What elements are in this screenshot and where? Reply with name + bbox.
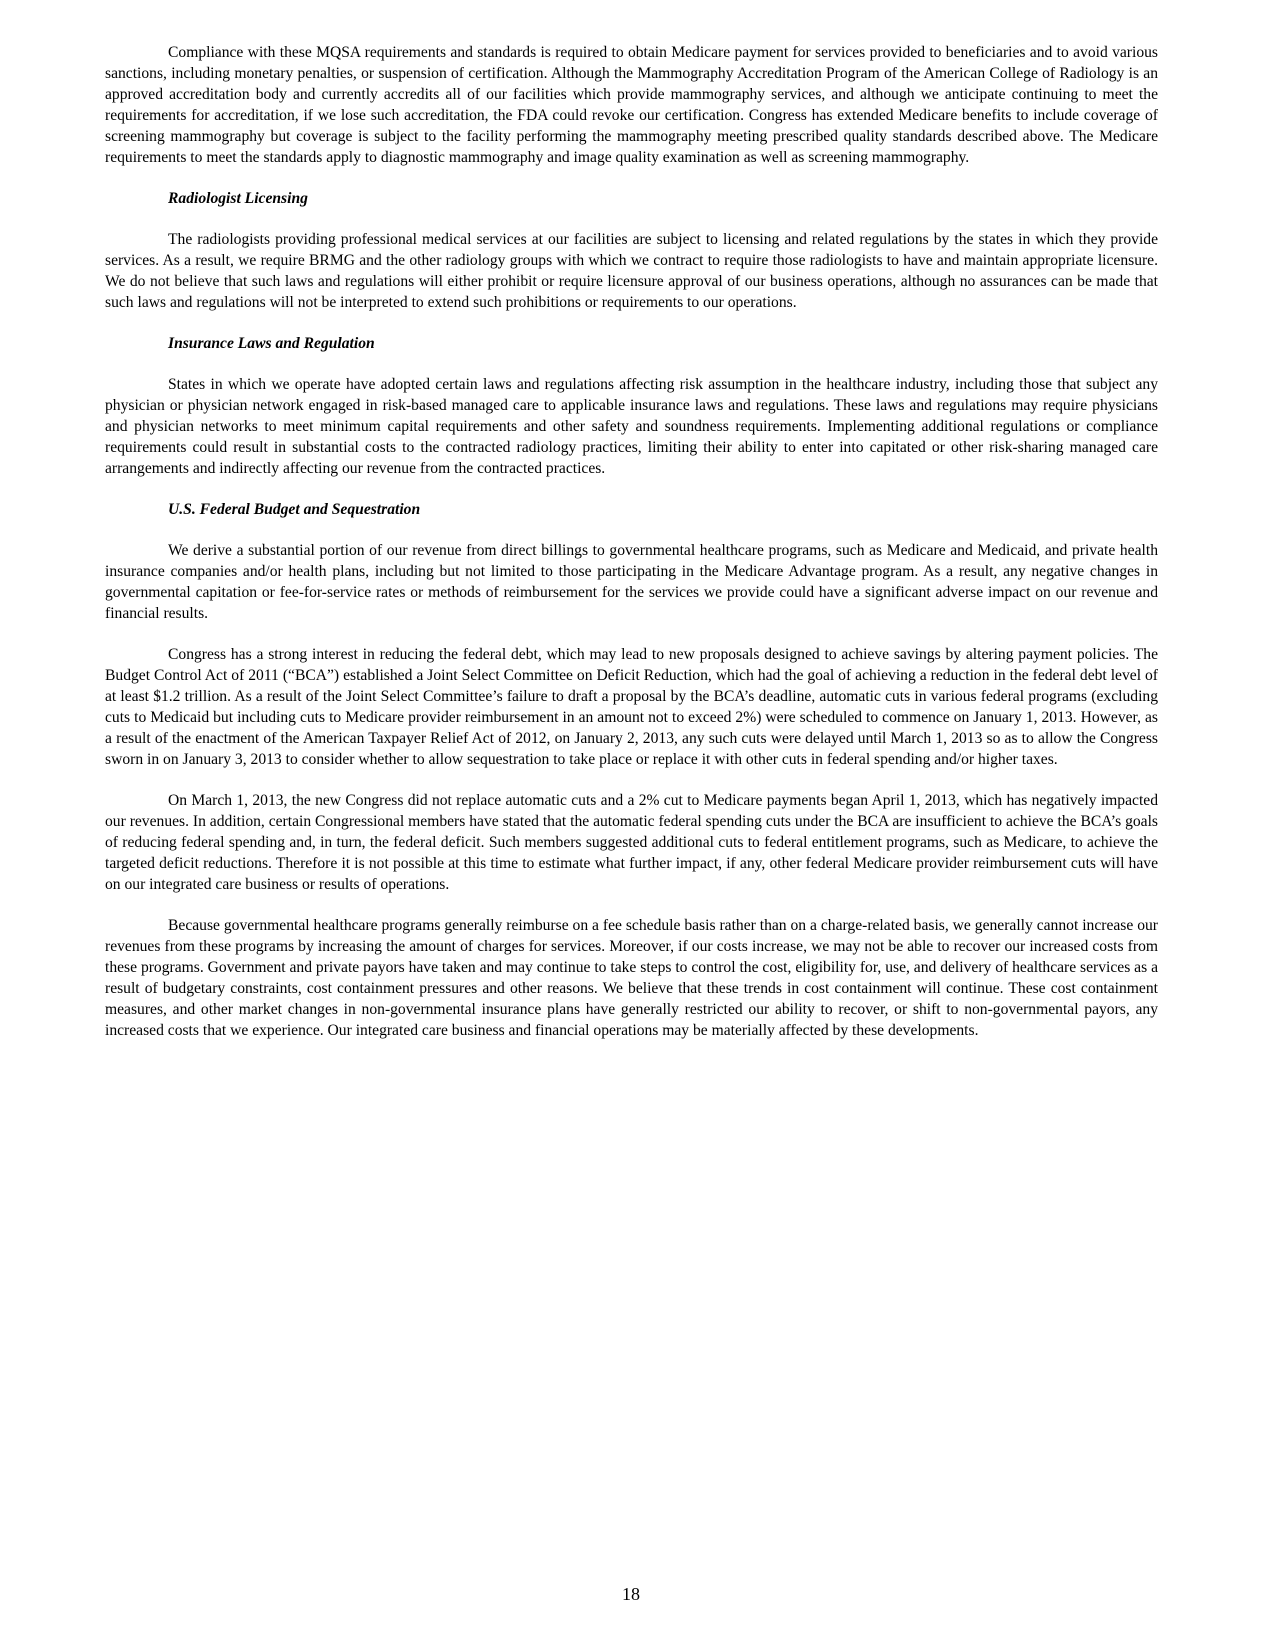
heading-radiologist-licensing: Radiologist Licensing [168,190,308,207]
paragraph-budget-control-act: Congress has a strong interest in reducing the federal debt, which may lead to new proposals designed to achieve savings by altering payment policies. The Budget Control Act of 2011 (“BCA”) established a Joint Select Committee on Deficit Reduction, which had the goal of achieving a reduction in the federal debt level of at least $1.2 trillion. As a result of the Joint Select Committee’s failure to draft a proposal by the BCA’s deadline, automatic cuts in various federal programs (excluding cuts to Medicaid but including cuts to Medicare provider reimbursement in an amount not to exceed 2%) were scheduled to commence on January 1, 2013. However, as a result of the enactment of the American Taxpayer Relief Act of 2012, on January 2, 2013, any such cuts were delayed until March 1, 2013 so as to allow the Congress sworn in on January 3, 2013 to consider whether to allow sequestration to take place or replace it with other cuts in federal spending and/or higher taxes. [105,646,1158,768]
paragraph-revenue-sources: We derive a substantial portion of our revenue from direct billings to governmental healthcare programs, such as Medicare and Medicaid, and private health insurance companies and/or health plans, including but not limited to those participating in the Medicare Advantage program. As a result, any negative changes in governmental capitation or fee-for-service rates or methods of reimbursement for the services we provide could have a significant adverse impact on our revenue and financial results. [105,542,1158,622]
paragraph-cost-containment: Because governmental healthcare programs generally reimburse on a fee schedule basis rather than on a charge-related basis, we generally cannot increase our revenues from these programs by increasing the amount of charges for services. Moreover, if our costs increase, we may not be able to recover our increased costs from these programs. Government and private payors have taken and may continue to take steps to control the cost, eligibility for, use, and delivery of healthcare services as a result of budgetary constraints, cost containment pressures and other reasons. We believe that these trends in cost containment will continue. These cost containment measures, and other market changes in non-governmental insurance plans have generally restricted our ability to recover, or shift to non-governmental payors, any increased costs that we experience. Our integrated care business and financial operations may be materially affected by these developments. [105,917,1158,1039]
heading-federal-budget: U.S. Federal Budget and Sequestration [168,501,421,518]
paragraph-radiologist-licensing: The radiologists providing professional medical services at our facilities are subject to licensing and related regulations by the states in which they provide services. As a result, we require BRMG and the other radiology groups with which we contract to require those radiologists to have and maintain appropriate licensure. We do not believe that such laws and regulations will either prohibit or require licensure approval of our business operations, although no assurances can be made that such laws and regulations will not be interpreted to extend such prohibitions or requirements to our operations. [105,231,1158,311]
document-page [105,42,1158,1061]
page-number: 18 [622,1584,640,1604]
paragraph-medicare-cuts: On March 1, 2013, the new Congress did not replace automatic cuts and a 2% cut to Medicare payments began April 1, 2013, which has negatively impacted our revenues. In addition, certain Congressional members have stated that the automatic federal spending cuts under the BCA are insufficient to achieve the BCA’s goals of reducing federal spending and, in turn, the federal deficit. Such members suggested additional cuts to federal entitlement programs, such as Medicare, to achieve the targeted deficit reductions. Therefore it is not possible at this time to estimate what further impact, if any, other federal Medicare provider reimbursement cuts will have on our integrated care business or results of operations. [105,792,1158,893]
heading-insurance-laws: Insurance Laws and Regulation [168,335,375,352]
paragraph-mqsa-compliance: Compliance with these MQSA requirements and standards is required to obtain Medicare payment for services provided to beneficiaries and to avoid various sanctions, including monetary penalties, or suspension of certification. Although the Mammography Accreditation Program of the American College of Radiology is an approved accreditation body and currently accredits all of our facilities which provide mammography services, and although we anticipate continuing to meet the requirements for accreditation, if we lose such accreditation, the FDA could revoke our certification. Congress has extended Medicare benefits to include coverage of screening mammography but coverage is subject to the facility performing the mammography meeting prescribed quality standards described above. The Medicare requirements to meet the standards apply to diagnostic mammography and image quality examination as well as screening mammography. [105,44,1158,166]
paragraph-insurance-laws: States in which we operate have adopted certain laws and regulations affecting risk assumption in the healthcare industry, including those that subject any physician or physician network engaged in risk-based managed care to applicable insurance laws and regulations. These laws and regulations may require physicians and physician networks to meet minimum capital requirements and other safety and soundness requirements. Implementing additional regulations or compliance requirements could result in substantial costs to the contracted radiology practices, limiting their ability to enter into capitated or other risk-sharing managed care arrangements and indirectly affecting our revenue from the contracted practices. [105,376,1158,477]
